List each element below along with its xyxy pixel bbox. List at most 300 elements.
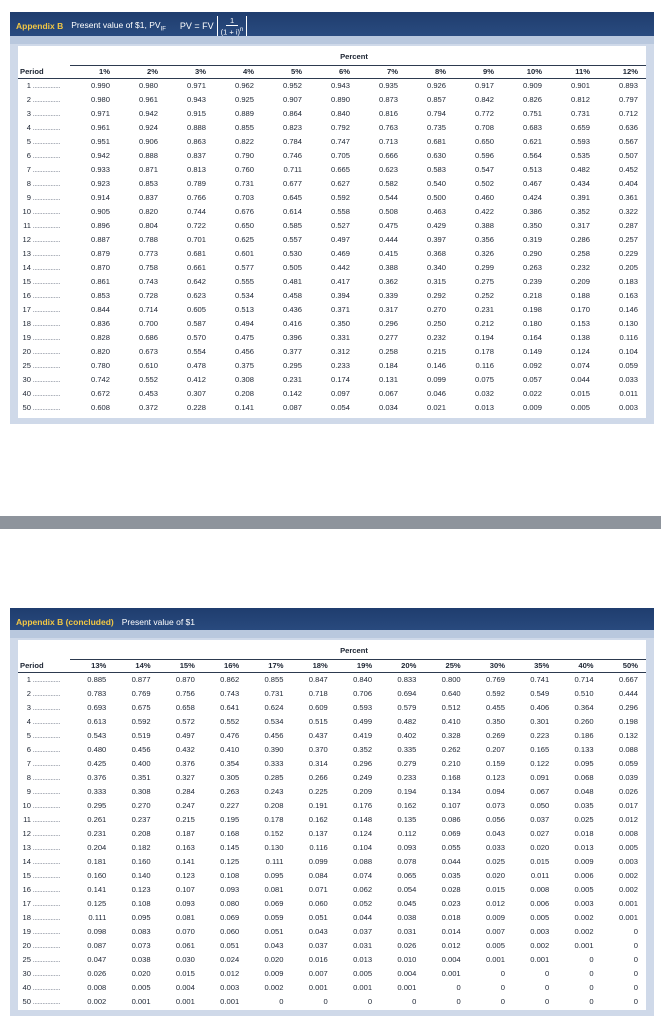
value-cell: 0.001 (220, 997, 240, 1006)
rate-header: 18% (291, 660, 335, 673)
leader-dots: ................. (31, 333, 60, 342)
table-row (18, 401, 646, 415)
value-cell: 0.743 (220, 689, 240, 698)
value-cell: 0.971 (186, 81, 206, 90)
rate-header: 14% (114, 660, 158, 673)
value-cell: 0.001 (131, 997, 151, 1006)
value-cell: 0.022 (522, 389, 542, 398)
period-cell (18, 673, 70, 688)
value-cell: 0.410 (441, 717, 461, 726)
table-row (18, 79, 646, 94)
value-cell: 0.132 (618, 731, 638, 740)
value-cell: 0.032 (474, 389, 494, 398)
period-cell (18, 687, 70, 701)
rate-header: 7% (358, 66, 406, 79)
value-cell: 0.467 (522, 179, 542, 188)
leader-dots: ................. (31, 193, 60, 202)
period-number: 14 (22, 263, 31, 272)
present-value-table (18, 46, 646, 415)
rate-header: 5% (262, 66, 310, 79)
value-cell: 0.012 (220, 969, 240, 978)
value-cell: 0.181 (87, 857, 107, 866)
value-cell: 0.198 (618, 717, 638, 726)
value-cell: 0.002 (87, 997, 107, 1006)
value-cell: 0.570 (186, 333, 206, 342)
value-cell: 0.943 (186, 95, 206, 104)
value-cell: 0.505 (282, 263, 302, 272)
value-cell: 0.593 (570, 137, 590, 146)
value-cell: 0.728 (138, 291, 158, 300)
value-cell: 0.198 (522, 305, 542, 314)
value-cell: 0.141 (175, 857, 195, 866)
value-cell: 0.018 (441, 913, 461, 922)
value-cell: 0.009 (485, 913, 505, 922)
value-cell: 0.013 (353, 955, 373, 964)
value-cell: 0.816 (378, 109, 398, 118)
value-cell: 0.044 (441, 857, 461, 866)
value-cell: 0.890 (330, 95, 350, 104)
value-cell: 0.442 (330, 263, 350, 272)
value-cell: 0.047 (87, 955, 107, 964)
value-cell: 0.871 (138, 165, 158, 174)
formula-exponent: n (240, 26, 244, 33)
leader-dots: ................. (31, 403, 60, 412)
leader-dots: ................. (31, 675, 60, 684)
value-cell: 0.307 (186, 389, 206, 398)
leader-dots: ................. (31, 291, 60, 300)
value-cell: 0.003 (618, 857, 638, 866)
period-number: 2 (26, 689, 31, 698)
value-cell: 0.951 (90, 137, 110, 146)
value-cell: 0.527 (330, 221, 350, 230)
value-cell: 0.249 (353, 773, 373, 782)
value-cell: 0.463 (426, 207, 446, 216)
value-cell: 0.003 (530, 927, 550, 936)
period-number: 9 (26, 193, 31, 202)
value-cell: 0.444 (378, 235, 398, 244)
value-cell: 0.270 (131, 801, 151, 810)
value-cell: 0.592 (131, 717, 151, 726)
value-cell: 0.888 (186, 123, 206, 132)
value-cell: 0.148 (353, 815, 373, 824)
value-cell: 0.229 (618, 249, 638, 258)
percent-spacer (18, 640, 70, 660)
rate-header: 35% (513, 660, 557, 673)
value-cell: 0.287 (618, 221, 638, 230)
value-cell: 0.351 (131, 773, 151, 782)
table-row (18, 813, 646, 827)
value-cell: 0.372 (138, 403, 158, 412)
value-cell: 0.804 (138, 221, 158, 230)
value-cell: 0.650 (234, 221, 254, 230)
value-cell: 0.111 (88, 913, 107, 922)
period-cell (18, 995, 70, 1009)
value-cell: 0.296 (378, 319, 398, 328)
table-row (18, 247, 646, 261)
value-cell: 0.015 (485, 885, 505, 894)
value-cell: 0.078 (397, 857, 417, 866)
rate-header: 17% (247, 660, 291, 673)
value-cell: 0.021 (426, 403, 446, 412)
table-row (18, 303, 646, 317)
leader-dots: ................. (31, 941, 60, 950)
leader-dots: ................. (31, 927, 60, 936)
appendix-tag: Appendix B (16, 21, 64, 31)
value-cell: 0.497 (330, 235, 350, 244)
rate-header: 2% (118, 66, 166, 79)
table-row (18, 149, 646, 163)
period-cell (18, 981, 70, 995)
table-row (18, 275, 646, 289)
table-title-subscript: IF (160, 26, 166, 33)
value-cell: 0.855 (264, 675, 284, 684)
value-cell: 0.510 (574, 689, 594, 698)
value-cell: 0.162 (397, 801, 417, 810)
rate-header: 40% (557, 660, 601, 673)
value-cell: 0.543 (87, 731, 107, 740)
value-cell: 0.004 (175, 983, 195, 992)
value-cell: 0.116 (619, 333, 638, 342)
value-cell: 0.417 (330, 277, 350, 286)
value-cell: 0.046 (426, 389, 446, 398)
value-cell: 0.035 (441, 871, 461, 880)
value-cell: 0.183 (618, 277, 638, 286)
value-cell: 0.555 (234, 277, 254, 286)
period-number: 10 (22, 207, 31, 216)
value-cell: 0.549 (530, 689, 550, 698)
period-cell (18, 715, 70, 729)
value-cell: 0.905 (90, 207, 110, 216)
period-number: 18 (22, 319, 31, 328)
value-cell: 0.017 (618, 801, 638, 810)
value-cell: 0.295 (282, 361, 302, 370)
value-cell: 0.361 (618, 193, 638, 202)
value-cell: 0.210 (441, 759, 461, 768)
value-cell: 0.299 (474, 263, 494, 272)
period-cell (18, 303, 70, 317)
value-cell: 0.263 (220, 787, 240, 796)
value-cell: 0.507 (618, 151, 638, 160)
value-cell: 0.665 (330, 165, 350, 174)
value-cell: 0.308 (131, 787, 151, 796)
value-cell: 0.188 (570, 291, 590, 300)
leader-dots: ................. (31, 221, 60, 230)
value-cell: 0.037 (353, 927, 373, 936)
value-cell: 0.067 (378, 389, 398, 398)
value-cell: 0.162 (308, 815, 328, 824)
value-cell: 0.340 (426, 263, 446, 272)
value-cell: 0.057 (522, 375, 542, 384)
value-cell: 0.051 (264, 927, 284, 936)
value-cell: 0.015 (175, 969, 195, 978)
value-cell: 0.024 (220, 955, 240, 964)
value-cell: 0.822 (234, 137, 254, 146)
value-cell: 0.060 (308, 899, 328, 908)
value-cell: 0.020 (264, 955, 284, 964)
percent-label: Percent (70, 640, 646, 660)
value-cell: 0.683 (522, 123, 542, 132)
table-row (18, 967, 646, 981)
value-cell: 0.020 (530, 843, 550, 852)
period-cell (18, 799, 70, 813)
value-cell: 0.031 (353, 941, 373, 950)
period-number: 25 (22, 361, 31, 370)
value-cell: 0.123 (485, 773, 505, 782)
value-cell: 0.469 (330, 249, 350, 258)
table-row (18, 785, 646, 799)
period-cell (18, 701, 70, 715)
value-cell: 0.239 (522, 277, 542, 286)
table-title (71, 20, 166, 33)
formula-den-base: (1 + i) (220, 27, 241, 37)
value-cell: 0.864 (282, 109, 302, 118)
value-cell: 0.208 (234, 389, 254, 398)
period-cell (18, 869, 70, 883)
value-cell: 0.356 (474, 235, 494, 244)
value-cell: 0.610 (138, 361, 158, 370)
value-cell: 0.141 (234, 403, 254, 412)
value-cell: 0.943 (330, 81, 350, 90)
period-number: 5 (26, 137, 31, 146)
period-number: 4 (26, 123, 31, 132)
period-cell (18, 163, 70, 177)
value-cell: 0.494 (234, 319, 254, 328)
table-row (18, 757, 646, 771)
value-cell: 0.925 (234, 95, 254, 104)
value-cell: 0.080 (220, 899, 240, 908)
value-cell: 0.924 (138, 123, 158, 132)
value-cell: 0.295 (87, 801, 107, 810)
value-cell: 0.013 (474, 403, 494, 412)
value-cell: 0.038 (397, 913, 417, 922)
value-cell: 0.231 (282, 375, 302, 384)
period-header: Period (18, 66, 70, 79)
table-row (18, 387, 646, 401)
value-cell: 0.002 (530, 941, 550, 950)
value-cell: 0.460 (474, 193, 494, 202)
period-number: 14 (22, 857, 31, 866)
value-cell: 0.547 (474, 165, 494, 174)
value-cell: 0.980 (138, 81, 158, 90)
value-cell: 0.014 (441, 927, 461, 936)
value-cell: 0.045 (397, 899, 417, 908)
value-cell: 0.497 (175, 731, 195, 740)
value-cell: 0.025 (485, 857, 505, 866)
value-cell: 0.093 (175, 899, 195, 908)
value-cell: 0.054 (397, 885, 417, 894)
value-cell: 0.247 (175, 801, 195, 810)
period-cell (18, 757, 70, 771)
period-number: 40 (22, 389, 31, 398)
value-cell: 0 (500, 997, 505, 1006)
period-cell (18, 841, 70, 855)
value-cell: 0.168 (220, 829, 240, 838)
value-cell: 0.305 (220, 773, 240, 782)
value-cell: 0.813 (186, 165, 206, 174)
period-cell (18, 177, 70, 191)
formula (180, 16, 248, 37)
table-row (18, 855, 646, 869)
value-cell: 0.772 (474, 109, 494, 118)
value-cell: 0.436 (282, 305, 302, 314)
value-cell: 0.844 (90, 305, 110, 314)
table-row (18, 995, 646, 1009)
value-cell: 0.456 (234, 347, 254, 356)
table-area (18, 640, 646, 1010)
period-number: 6 (26, 151, 31, 160)
period-cell (18, 135, 70, 149)
value-cell: 0 (633, 941, 638, 950)
value-cell: 0.870 (90, 263, 110, 272)
value-cell: 0.613 (87, 717, 107, 726)
value-cell: 0.108 (220, 871, 240, 880)
value-cell: 0.756 (175, 689, 195, 698)
value-cell: 0.009 (264, 969, 284, 978)
value-cell: 0.458 (282, 291, 302, 300)
period-number: 19 (22, 927, 31, 936)
value-cell: 0.093 (397, 843, 417, 852)
value-cell: 0.098 (87, 927, 107, 936)
leader-dots: ................. (31, 109, 60, 118)
period-number: 3 (26, 109, 31, 118)
value-cell: 0.820 (90, 347, 110, 356)
value-cell: 0.116 (309, 843, 328, 852)
value-cell: 0.482 (570, 165, 590, 174)
period-number: 16 (22, 885, 31, 894)
value-cell: 0.333 (87, 787, 107, 796)
period-number: 20 (22, 941, 31, 950)
value-cell: 0 (456, 983, 461, 992)
value-cell: 0 (545, 997, 550, 1006)
value-cell: 0.800 (441, 675, 461, 684)
value-cell: 0.088 (618, 745, 638, 754)
value-cell: 0.650 (474, 137, 494, 146)
leader-dots: ................. (31, 885, 60, 894)
value-cell: 0.073 (485, 801, 505, 810)
value-cell: 0.069 (441, 829, 461, 838)
period-cell (18, 275, 70, 289)
value-cell: 0.125 (87, 899, 107, 908)
value-cell: 0.195 (220, 815, 240, 824)
value-cell: 0.003 (220, 983, 240, 992)
column-header-row (18, 660, 646, 673)
value-cell: 0.317 (378, 305, 398, 314)
value-cell: 0.130 (618, 319, 638, 328)
value-cell: 0 (412, 997, 417, 1006)
value-cell: 0.269 (485, 731, 505, 740)
period-cell (18, 785, 70, 799)
value-cell: 0.971 (90, 109, 110, 118)
value-cell: 0.083 (131, 927, 151, 936)
percent-spacer (18, 46, 70, 66)
value-cell: 0.038 (131, 955, 151, 964)
period-number: 16 (22, 291, 31, 300)
value-cell: 0.107 (175, 885, 195, 894)
leader-dots: ................. (31, 137, 60, 146)
value-cell: 0 (456, 997, 461, 1006)
value-cell: 0.104 (618, 347, 638, 356)
value-cell: 0.052 (353, 899, 373, 908)
period-number: 1 (26, 675, 31, 684)
value-cell: 0.142 (282, 389, 302, 398)
value-cell: 0.174 (330, 375, 350, 384)
value-cell: 0.296 (353, 759, 373, 768)
value-cell: 0.746 (282, 151, 302, 160)
value-cell: 0.863 (186, 137, 206, 146)
value-cell: 0.456 (264, 731, 284, 740)
value-cell: 0.186 (574, 731, 594, 740)
period-cell (18, 743, 70, 757)
table-row (18, 771, 646, 785)
period-number: 5 (26, 731, 31, 740)
value-cell: 0.178 (474, 347, 494, 356)
formula-numerator: 1 (226, 16, 238, 26)
period-number: 13 (22, 843, 31, 852)
value-cell: 0.215 (426, 347, 446, 356)
value-cell: 0.887 (90, 235, 110, 244)
value-cell: 0.037 (308, 941, 328, 950)
value-cell: 0.232 (426, 333, 446, 342)
value-cell: 0.823 (282, 123, 302, 132)
value-cell: 0.012 (441, 941, 461, 950)
value-cell: 0.011 (619, 389, 638, 398)
period-number: 12 (22, 235, 31, 244)
value-cell: 0.026 (397, 941, 417, 950)
period-cell (18, 219, 70, 233)
value-cell: 0.001 (618, 913, 638, 922)
period-number: 7 (26, 759, 31, 768)
value-cell: 0.005 (530, 913, 550, 922)
value-cell: 0.842 (474, 95, 494, 104)
leader-dots: ................. (31, 857, 60, 866)
leader-dots: ................. (31, 913, 60, 922)
value-cell: 0.641 (220, 703, 240, 712)
leader-dots: ................. (31, 871, 60, 880)
value-cell: 0.116 (475, 361, 494, 370)
value-cell: 0.583 (426, 165, 446, 174)
value-cell: 0.741 (530, 675, 550, 684)
value-cell: 0.270 (426, 305, 446, 314)
value-cell: 0.855 (234, 123, 254, 132)
value-cell: 0.286 (570, 235, 590, 244)
value-cell: 0.828 (90, 333, 110, 342)
table-title: Present value of $1 (121, 617, 195, 627)
value-cell: 0.250 (426, 319, 446, 328)
value-cell: 0.138 (570, 333, 590, 342)
period-number: 15 (22, 871, 31, 880)
rate-header: 3% (166, 66, 214, 79)
table-row (18, 219, 646, 233)
value-cell: 0.554 (186, 347, 206, 356)
value-cell: 0.232 (570, 263, 590, 272)
rate-header: 8% (406, 66, 454, 79)
value-cell: 0.926 (426, 81, 446, 90)
value-cell: 0.390 (264, 745, 284, 754)
value-cell: 0.675 (131, 703, 151, 712)
leader-dots: ................. (31, 955, 60, 964)
period-number: 17 (22, 899, 31, 908)
value-cell: 0.870 (175, 675, 195, 684)
formula-denominator (221, 26, 244, 37)
value-cell: 0.060 (220, 927, 240, 936)
value-cell: 0.028 (441, 885, 461, 894)
leader-dots: ................. (31, 361, 60, 370)
value-cell: 0.731 (264, 689, 284, 698)
value-cell: 0.095 (574, 759, 594, 768)
value-cell: 0.194 (397, 787, 417, 796)
value-cell: 0.227 (220, 801, 240, 810)
value-cell: 0.861 (90, 277, 110, 286)
